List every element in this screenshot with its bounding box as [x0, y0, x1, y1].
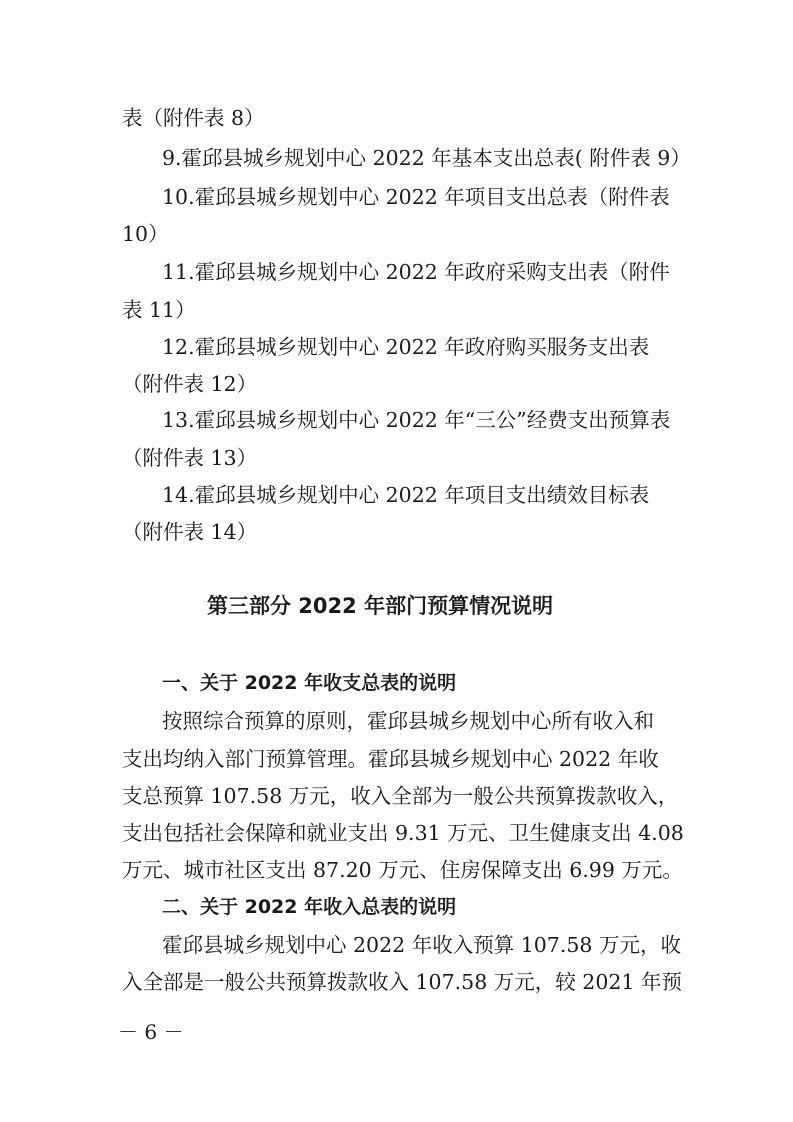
list-item-8-continuation: 表（附件表 8） — [122, 106, 265, 130]
paragraph-1-line-5: 万元、城市社区支出 87.20 万元、住房保障支出 6.99 万元。 — [122, 858, 683, 882]
list-item-14-line-2: （附件表 14） — [122, 520, 258, 544]
subsection-heading-2: 二、关于 2022 年收入总表的说明 — [162, 896, 457, 918]
list-item-14-line-1: 14.霍邱县城乡规划中心 2022 年项目支出绩效目标表 — [162, 483, 650, 507]
paragraph-2-line-1: 霍邱县城乡规划中心 2022 年收入预算 107.58 万元，收 — [162, 933, 681, 957]
list-item-11-line-2: 表 11） — [122, 298, 196, 322]
paragraph-1-line-4: 支出包括社会保障和就业支出 9.31 万元、卫生健康支出 4.08 — [122, 821, 684, 845]
list-item-10-line-1: 10.霍邱县城乡规划中心 2022 年项目支出总表（附件表 — [162, 185, 670, 209]
list-item-9: 9.霍邱县城乡规划中心 2022 年基本支出总表( 附件表 9） — [162, 146, 691, 170]
paragraph-1-line-1: 按照综合预算的原则，霍邱县城乡规划中心所有收入和 — [162, 709, 654, 733]
paragraph-1-line-3: 支总预算 107.58 万元，收入全部为一般公共预算拨款收入， — [122, 784, 679, 808]
list-item-12-line-1: 12.霍邱县城乡规划中心 2022 年政府购买服务支出表 — [162, 335, 650, 359]
list-item-12-line-2: （附件表 12） — [122, 372, 258, 396]
section-title: 第三部分 2022 年部门预算情况说明 — [207, 594, 554, 618]
paragraph-2-line-2: 入全部是一般公共预算拨款收入 107.58 万元，较 2021 年预 — [122, 970, 682, 994]
list-item-13-line-2: （附件表 13） — [122, 446, 258, 470]
page-number: － 6 － — [118, 1020, 184, 1044]
subsection-heading-1: 一、关于 2022 年收支总表的说明 — [162, 672, 457, 694]
list-item-11-line-1: 11.霍邱县城乡规划中心 2022 年政府采购支出表（附件 — [162, 260, 670, 284]
list-item-10-line-2: 10） — [122, 222, 169, 246]
list-item-13-line-1: 13.霍邱县城乡规划中心 2022 年“三公”经费支出预算表 — [162, 408, 671, 432]
paragraph-1-line-2: 支出均纳入部门预算管理。霍邱县城乡规划中心 2022 年收 — [122, 747, 659, 771]
